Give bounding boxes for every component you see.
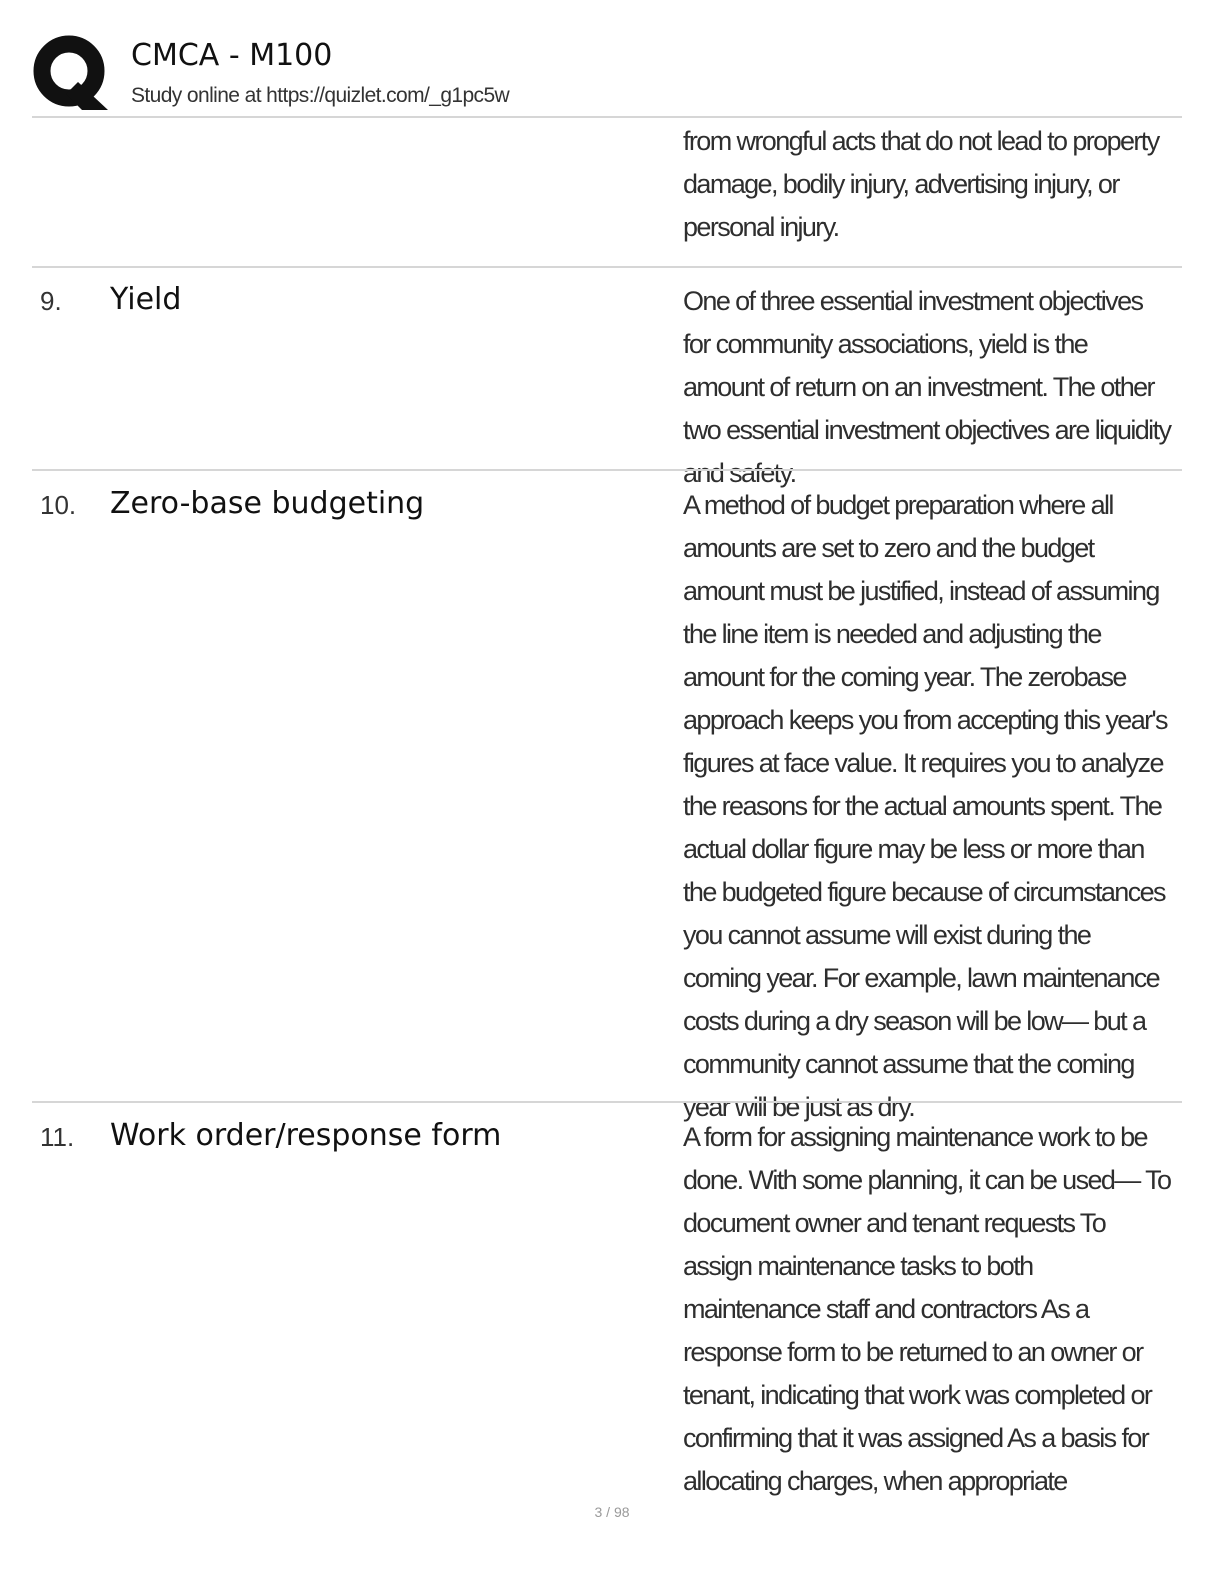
page-title: CMCA - M100 <box>131 38 333 73</box>
card-number: 11. <box>40 1122 75 1152</box>
card-definition: One of three essential investment objectives for community associations, yield is the amount of return on an investment. The other two essential investment objectives are liquidity and safety. <box>683 286 1171 488</box>
card-term: Work order/response form <box>110 1118 502 1153</box>
divider <box>32 1101 1182 1103</box>
divider <box>32 266 1182 268</box>
card-number: 9. <box>40 286 62 316</box>
card-term: Yield <box>110 282 182 317</box>
page-header <box>32 34 1182 118</box>
divider <box>32 116 1182 118</box>
study-link[interactable]: Study online at https://quizlet.com/_g1pc5w <box>131 84 510 107</box>
page-indicator: 3 / 98 <box>594 1504 630 1520</box>
card-definition: A form for assigning maintenance work to be done. With some planning, it can be used— To document owner and tenant requests To assign maintenance tasks to both maintenance staff and contractors As a response form to be returned to an owner or tenant, indicating that work was completed or confirming that it was assigned As a basis for allocating charges, when appropriate <box>683 1122 1171 1496</box>
card-term: Zero-base budgeting <box>110 486 425 521</box>
card-definition: A method of budget preparation where all amounts are set to zero and the budget amount must be justified, instead of assuming the line item is needed and adjusting the amount for the coming year. The zerobase approach keeps you from accepting this year's figures at face value. It requires you to analyze the reasons for the actual amounts spent. The actual dollar figure may be less or more than the budgeted figure because of circumstances you cannot assume will exist during the coming year. For example, lawn maintenance costs during a dry season will be low— but a community cannot assume that the coming year will be just as dry. <box>683 490 1167 1122</box>
continued-definition: from wrongful acts that do not lead to property damage, bodily injury, advertising injury, or personal injury. <box>683 126 1159 242</box>
card-number: 10. <box>40 490 77 520</box>
divider <box>32 469 1182 471</box>
quizlet-q-logo-icon <box>32 34 110 112</box>
